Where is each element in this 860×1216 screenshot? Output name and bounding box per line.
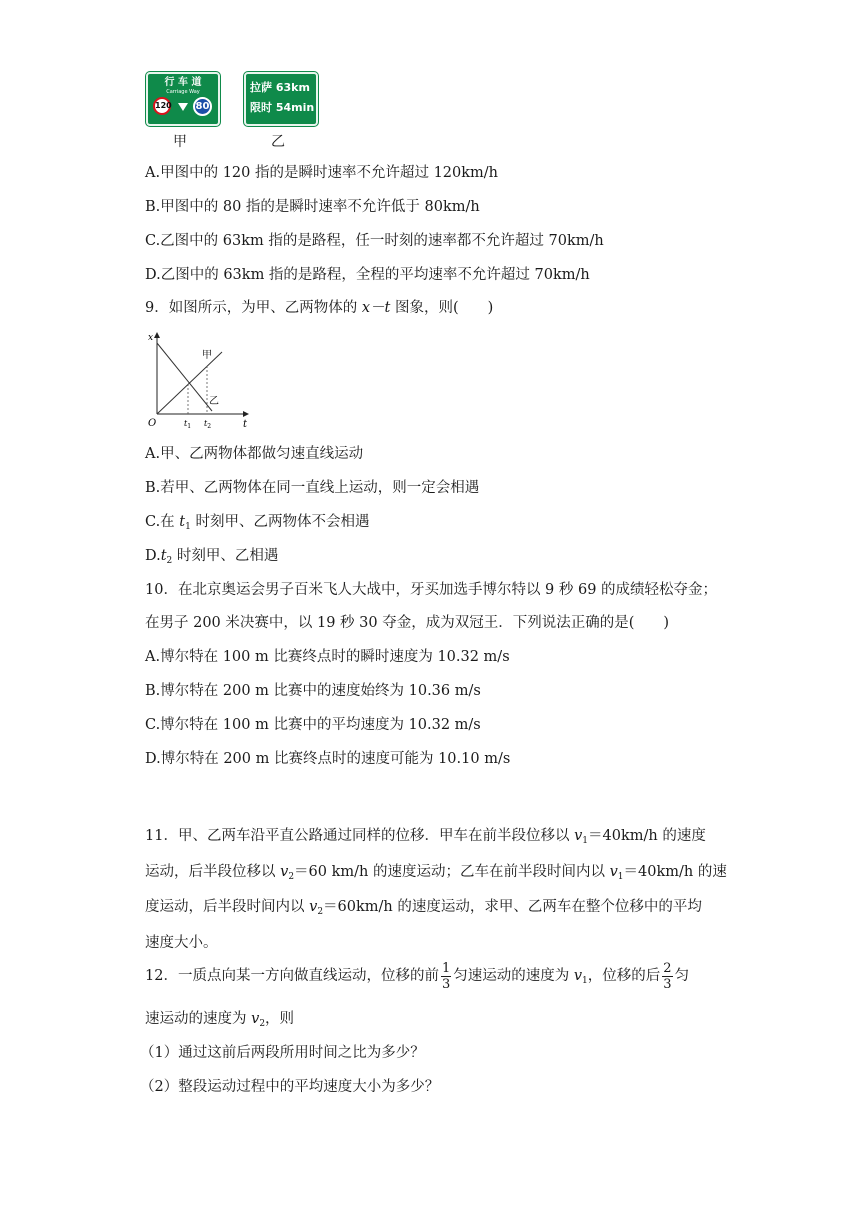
q11-line1: 11．甲、乙两车沿平直公路通过同样的位移．甲车在前半段位移以 $v_1=40km/h$ 的速度: [145, 828, 706, 846]
sign-yi: [244, 72, 318, 126]
q9-option-b: B.若甲、乙两物体在同一直线上运动，则一定会相遇: [145, 480, 480, 496]
sign-jia-subtitle: Carriage Way: [166, 89, 200, 95]
q11-line4: 速度大小。: [145, 935, 218, 951]
q8-option-d: D.乙图中的 63km 指的是路程，全程的平均速率不允许超过 70km/h: [145, 267, 590, 283]
xt-graph: [144, 327, 254, 432]
q10-stem-line1: 10．在北京奥运会男子百米飞人大战中，牙买加选手博尔特以 9 秒 69 的成绩轻松夺金；: [145, 582, 718, 598]
sign-yi-caption: 乙: [271, 134, 285, 150]
t2-label: $t_2$: [204, 419, 212, 430]
q10-option-a: A.博尔特在 100 m 比赛终点时的瞬时速度为 10.32 m/s: [145, 649, 510, 665]
t1-label: $t_1$: [184, 419, 192, 430]
sign-yi-line2: 限时 54min: [250, 101, 315, 114]
sign-jia-caption: 甲: [173, 134, 187, 150]
speed-limit-max-value: 120: [155, 101, 172, 110]
q9-option-c: C.在 $t_1$ 时刻甲、乙两物体不会相遇: [145, 514, 370, 532]
sign-jia: [146, 72, 220, 126]
q8-option-c: C.乙图中的 63km 指的是路程，任一时刻的速率都不允许超过 70km/h: [145, 233, 604, 249]
y-axis-label: x: [148, 333, 154, 343]
arrow-down-icon: [178, 103, 188, 111]
sign-jia-title: 行 车 道: [164, 77, 202, 88]
q10-option-c: C.博尔特在 100 m 比赛中的平均速度为 10.32 m/s: [145, 717, 481, 733]
q12-subquestion-1: （1）通过这前后两段所用时间之比为多少？: [140, 1045, 425, 1061]
q8-option-b: B.甲图中的 80 指的是瞬时速率不允许低于 80km/h: [145, 199, 480, 215]
q10-option-d: D.博尔特在 200 m 比赛终点时的速度可能为 10.10 m/s: [145, 751, 511, 767]
q12-subquestion-2: （2）整段运动过程中的平均速度大小为多少？: [140, 1079, 440, 1095]
x-axis-label: t: [243, 419, 248, 430]
fraction-two-thirds: $\frac{2}{3}$: [663, 960, 672, 992]
q9-number: 9: [145, 300, 155, 316]
q8-option-a: A.甲图中的 120 指的是瞬时速率不允许超过 120km/h: [145, 165, 499, 181]
sign-yi-line1: 拉萨 63km: [250, 81, 310, 94]
speed-limit-min-icon: [193, 97, 212, 116]
label-jia: 甲: [202, 350, 212, 361]
speed-limit-max-icon: [153, 97, 171, 115]
q10-stem-line2: 在男子 200 米决赛中，以 19 秒 30 夺金，成为双冠王．下列说法正确的是( ): [145, 615, 670, 631]
q9-option-a: A.甲、乙两物体都做匀速直线运动: [145, 446, 364, 462]
q11-line3: 度运动，后半段时间内以 $v_2=60km/h$ 的速度运动，求甲、乙两车在整个位移中的平均: [145, 899, 702, 917]
q9-option-d: $D.t_2$ 时刻甲、乙相遇: [145, 548, 279, 566]
q10-option-b: B.博尔特在 200 m 比赛中的速度始终为 10.36 m/s: [145, 683, 481, 699]
label-yi: 乙: [209, 396, 219, 407]
q12-line1: 12．一质点向某一方向做直线运动，位移的前 $\frac{1}{3}$ 匀速运动的速度为 $v_1$，位移的后 $\frac{2}{3}$ 匀: [145, 960, 690, 992]
origin-label: O: [148, 418, 157, 429]
speed-limit-min-value: 80: [195, 101, 210, 112]
fraction-one-third: $\frac{1}{3}$: [441, 960, 451, 992]
q11-line2: 运动，后半段位移以 $v_2=60$ km/h 的速度运动；乙车在前半段时间内以 $v_1=40km/h$ 的速: [145, 864, 727, 882]
q12-line2: 速运动的速度为 $v_2$，则: [145, 1011, 295, 1029]
q9-stem: 9．如图所示，为甲、乙两物体的 x－t 图象，则( ): [145, 300, 494, 316]
